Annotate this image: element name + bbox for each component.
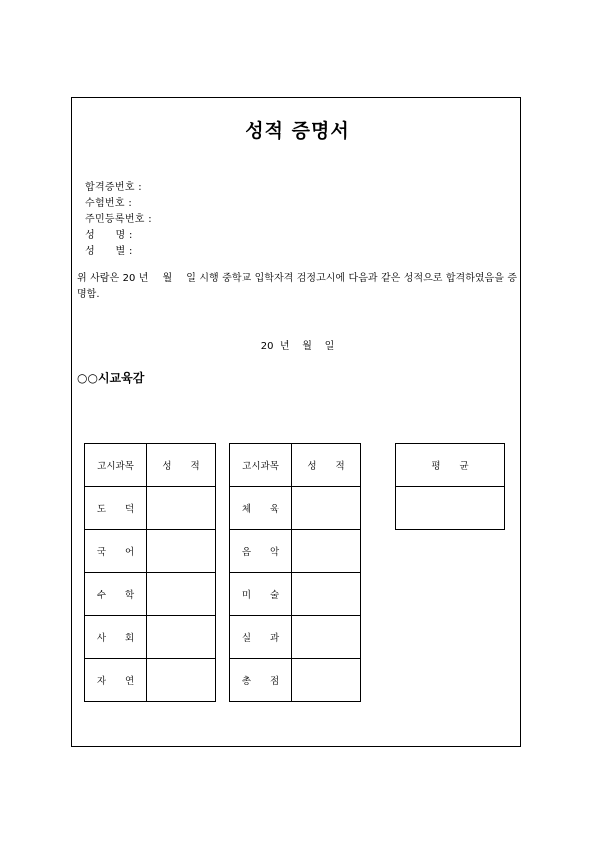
grade-table-left — [84, 443, 216, 702]
score-cell — [292, 659, 361, 702]
table-row — [85, 573, 216, 616]
subject-cell: 실 과 — [230, 616, 292, 659]
gender-label: 성 별 : — [85, 246, 133, 257]
subject-cell: 자 연 — [85, 659, 147, 702]
table-row — [85, 616, 216, 659]
score-cell — [292, 573, 361, 616]
subject-cell: 음 악 — [230, 530, 292, 573]
score-cell — [147, 487, 216, 530]
subject-header: 고시과목 — [85, 444, 147, 487]
score-header: 성 적 — [292, 444, 361, 487]
subject-cell: 국 어 — [85, 530, 147, 573]
score-cell — [292, 487, 361, 530]
subject-cell: 사 회 — [85, 616, 147, 659]
table-header-row — [396, 444, 505, 487]
certification-statement: 위 사람은 20 년 월 일 시행 중학교 입학자격 검정고시에 다음과 같은 성적으로 합격하였음을 증명함. — [77, 273, 517, 300]
table-row — [230, 487, 361, 530]
score-cell — [147, 659, 216, 702]
subject-cell: 체 육 — [230, 487, 292, 530]
exam-number-label: 수험번호 : — [85, 198, 132, 209]
score-cell — [147, 573, 216, 616]
subject-header: 고시과목 — [230, 444, 292, 487]
grade-table-middle — [229, 443, 361, 702]
score-cell — [292, 616, 361, 659]
issue-date: 20 년 월 일 — [260, 341, 335, 352]
subject-cell: 총 점 — [230, 659, 292, 702]
subject-cell: 도 덕 — [85, 487, 147, 530]
table-row — [85, 659, 216, 702]
table-row — [85, 487, 216, 530]
name-label: 성 명 : — [85, 230, 133, 241]
average-header: 평 균 — [396, 444, 505, 487]
table-row — [230, 616, 361, 659]
table-header-row — [85, 444, 216, 487]
score-header: 성 적 — [147, 444, 216, 487]
table-row — [230, 573, 361, 616]
table-header-row — [230, 444, 361, 487]
average-cell — [396, 487, 505, 530]
subject-cell: 수 학 — [85, 573, 147, 616]
score-cell — [292, 530, 361, 573]
table-row — [396, 487, 505, 530]
score-cell — [147, 616, 216, 659]
table-row — [230, 659, 361, 702]
issuer-name: ○○시교육감 — [77, 371, 145, 385]
subject-cell: 미 술 — [230, 573, 292, 616]
document-title: 성적 증명서 — [245, 120, 350, 142]
average-table — [395, 443, 505, 530]
table-row — [230, 530, 361, 573]
score-cell — [147, 530, 216, 573]
table-row — [85, 530, 216, 573]
resident-number-label: 주민등록번호 : — [85, 214, 152, 225]
pass-number-label: 합격증번호 : — [85, 182, 142, 193]
